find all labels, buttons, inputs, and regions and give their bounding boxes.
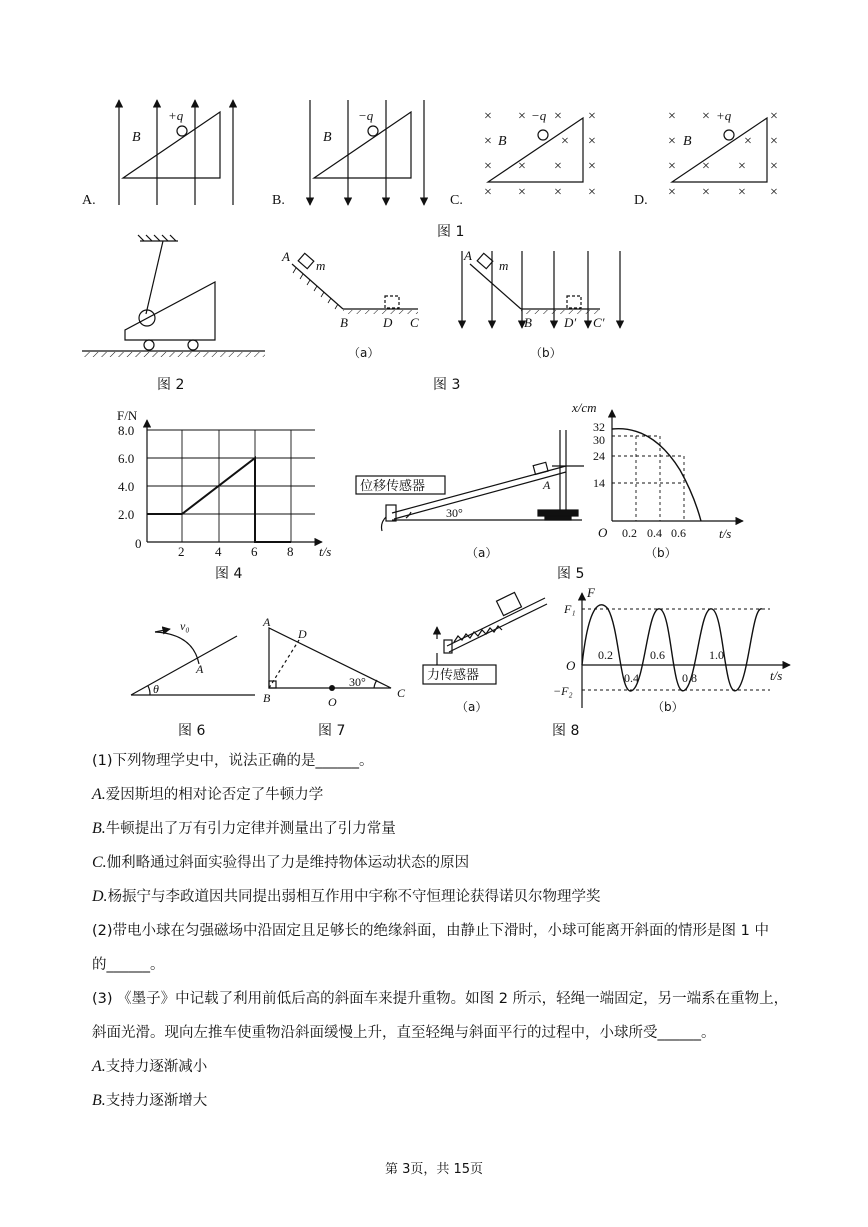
- svg-text:×: ×: [518, 159, 526, 174]
- fig3b-label-B: B: [524, 315, 532, 330]
- option-text: 杨振宁与李政道因共同提出弱相互作用中宇称不守恒理论获得诺贝尔物理学奖: [107, 889, 601, 905]
- question-1-option-d: [92, 887, 601, 907]
- fig8b-F1: F₁: [564, 602, 576, 616]
- fig8b-origin: O: [566, 658, 576, 673]
- fig6-theta: θ: [153, 682, 159, 696]
- svg-text:×: ×: [770, 109, 778, 124]
- svg-text:×: ×: [484, 185, 492, 200]
- fig5a-sublabel: （a）: [466, 546, 498, 560]
- fig3b-label-m: m: [499, 258, 509, 273]
- question-2-line-2: 的______。: [92, 957, 165, 973]
- svg-text:×: ×: [702, 159, 710, 174]
- fig8b-tick-06: 0.6: [650, 648, 665, 662]
- fig4-xtick-4: 4: [215, 544, 222, 559]
- fig1-letter-a: A.: [82, 193, 96, 208]
- fig3-caption: 图 3: [433, 377, 461, 393]
- svg-text:×: ×: [554, 159, 562, 174]
- fig1-letter-d: D.: [634, 193, 648, 208]
- svg-text:×: ×: [554, 185, 562, 200]
- question-3-line-2: 斜面光滑。现向左推车使重物沿斜面缓慢上升，直至轻绳与斜面平行的过程中，小球所受______。: [92, 1025, 716, 1041]
- option-text: 牛顿提出了万有引力定律并测量出了引力常量: [105, 821, 396, 837]
- svg-text:×: ×: [738, 159, 746, 174]
- fig3b-sublabel: （b）: [530, 346, 562, 360]
- fig3b-label-D: D′: [564, 315, 577, 330]
- question-3-option-b: [92, 1091, 207, 1111]
- fig5-caption: 图 5: [557, 566, 585, 582]
- fig4-axes: [147, 420, 322, 542]
- svg-text:×: ×: [484, 109, 492, 124]
- option-text: 支持力逐渐减小: [105, 1059, 208, 1075]
- fig3a-sublabel: （a）: [348, 346, 380, 360]
- fig3a-label-A: A: [282, 249, 290, 264]
- question-1-option-a: [92, 785, 323, 805]
- fig3b-label-C: C′: [593, 315, 605, 330]
- fig7-label-A: A: [263, 615, 271, 629]
- fig2-caption: 图 2: [157, 377, 185, 393]
- svg-text:×: ×: [588, 159, 596, 174]
- option-letter: A.: [92, 1058, 106, 1075]
- fig7-point-O: [329, 685, 335, 691]
- option-text: 爱因斯坦的相对论否定了牛顿力学: [105, 787, 324, 803]
- fig7-drawing: [269, 628, 391, 688]
- question-1-stem: (1)下列物理学史中，说法正确的是______。: [92, 753, 374, 769]
- question-3-option-a: [92, 1057, 207, 1077]
- fig3a-drawing: [292, 253, 418, 309]
- fig5b-dashed-guides: [612, 436, 684, 521]
- option-letter: A.: [92, 786, 106, 803]
- fig4-xtick-6: 6: [251, 544, 258, 559]
- fig1-charge-d: +q: [716, 108, 732, 123]
- svg-text:×: ×: [588, 185, 596, 200]
- fig5b-xtick-02: 0.2: [622, 526, 637, 540]
- fig3b-label-A: A: [464, 248, 472, 263]
- fig4-ytick-8: 8.0: [118, 423, 135, 438]
- svg-text:×: ×: [738, 185, 746, 200]
- svg-text:×: ×: [554, 109, 562, 124]
- fig5b-xtick-04: 0.4: [647, 526, 662, 540]
- page-footer: 第 3页，共 15页: [384, 1162, 484, 1177]
- svg-text:×: ×: [518, 109, 526, 124]
- fig1-field-a: B: [132, 130, 141, 145]
- fig4-ytick-6: 6.0: [118, 451, 135, 466]
- option-text: 支持力逐渐增大: [105, 1093, 208, 1109]
- svg-text:×: ×: [668, 134, 676, 149]
- fig7-caption: 图 7: [318, 723, 346, 739]
- fig6-label-A: A: [196, 662, 204, 676]
- fig6-drawing: [131, 629, 255, 695]
- fig3a-label-C: C: [410, 315, 419, 330]
- svg-text:×: ×: [770, 134, 778, 149]
- fig4-grid: [147, 430, 315, 542]
- fig5b-xtick-06: 0.6: [671, 526, 686, 540]
- fig7-label-C: C: [397, 686, 406, 700]
- fig8b-tick-04: 0.4: [624, 671, 639, 685]
- fig4-xtick-2: 2: [178, 544, 185, 559]
- fig3a-floor-hatch: [343, 310, 418, 314]
- fig8b-sublabel: （b）: [652, 700, 684, 714]
- fig4-caption: 图 4: [215, 566, 243, 582]
- fig8a-sublabel: （a）: [456, 700, 488, 714]
- fig4-ylabel: F/N: [117, 408, 138, 423]
- fig1-field-d: B: [683, 134, 692, 149]
- fig7-angle: 30°: [349, 675, 366, 689]
- svg-text:×: ×: [770, 159, 778, 174]
- fig1-caption: 图 1: [437, 224, 465, 240]
- fig3b-floor-hatch: [521, 310, 600, 314]
- fig5b-ytick-32: 32: [593, 420, 605, 434]
- svg-text:×: ×: [518, 185, 526, 200]
- fig8b-tick-08: 0.8: [682, 671, 697, 685]
- svg-text:×: ×: [668, 159, 676, 174]
- fig4-ytick-4: 4.0: [118, 479, 135, 494]
- fig8a-sensor-label: 力传感器: [427, 668, 480, 683]
- fig3a-label-B: B: [340, 315, 348, 330]
- question-2-line-1: (2)带电小球在匀强磁场中沿固定且足够长的绝缘斜面，由静止下滑时，小球可能离开斜面的情形是图 1 中: [92, 923, 769, 939]
- svg-text:×: ×: [770, 185, 778, 200]
- fig1-panel-c: [488, 118, 583, 182]
- fig1-field-c: B: [498, 134, 507, 149]
- fig5b-sublabel: （b）: [645, 546, 677, 560]
- fig8b-F: F: [587, 585, 595, 600]
- fig6-caption: 图 6: [178, 723, 206, 739]
- fig5b-origin: O: [598, 525, 608, 540]
- question-1-option-b: [92, 819, 396, 839]
- fig1-panel-d: [672, 118, 767, 182]
- svg-text:×: ×: [668, 185, 676, 200]
- fig3a-label-m: m: [316, 258, 326, 273]
- fig5b-ylabel: x/cm: [572, 400, 597, 415]
- svg-text:×: ×: [668, 109, 676, 124]
- fig3a-slope-hatch: [293, 268, 338, 309]
- fig8b-F2: −F₂: [553, 684, 573, 698]
- fig5b-xlabel: t/s: [719, 526, 732, 541]
- fig7-label-B: B: [263, 691, 271, 705]
- svg-text:×: ×: [588, 134, 596, 149]
- fig4-xtick-8: 8: [287, 544, 294, 559]
- fig7-label-O: O: [328, 695, 337, 709]
- fig2-ground-hatch: [82, 352, 265, 357]
- fig4-xlabel: t/s: [319, 544, 332, 559]
- fig1-letter-b: B.: [272, 193, 285, 208]
- fig1-field-b: B: [323, 130, 332, 145]
- svg-text:×: ×: [702, 185, 710, 200]
- fig5a-angle: 30°: [446, 506, 463, 520]
- question-3-line-1: (3) 《墨子》中记载了利用前低后高的斜面车来提升重物。如图 2 所示，轻绳一端固定，另一端系在重物上，: [92, 991, 789, 1007]
- fig2-drawing: [82, 235, 265, 351]
- fig5b-ytick-30: 30: [593, 433, 605, 447]
- svg-text:×: ×: [484, 134, 492, 149]
- svg-text:×: ×: [588, 109, 596, 124]
- fig5b-ytick-24: 24: [593, 449, 605, 463]
- fig4-ytick-0: 0: [135, 536, 142, 551]
- fig8b-tick-10: 1.0: [709, 648, 724, 662]
- question-1-option-c: [92, 853, 469, 873]
- fig5b-curve: [612, 429, 701, 521]
- fig5a-sensor-label: 位移传感器: [360, 479, 426, 494]
- fig7-label-D: D: [298, 627, 307, 641]
- option-letter: D.: [92, 888, 108, 905]
- option-letter: B.: [92, 1092, 106, 1109]
- option-letter: C.: [92, 854, 107, 871]
- option-text: 伽利略通过斜面实验得出了力是维持物体运动状态的原因: [106, 855, 470, 871]
- fig5a-label-A: A: [543, 478, 551, 492]
- svg-text:×: ×: [484, 159, 492, 174]
- fig8b-xlabel: t/s: [770, 668, 783, 683]
- svg-text:×: ×: [702, 109, 710, 124]
- fig5b-ytick-14: 14: [593, 476, 605, 490]
- option-letter: B.: [92, 820, 106, 837]
- fig1-letter-c: C.: [450, 193, 463, 208]
- fig1-charge-a: +q: [168, 108, 184, 123]
- fig6-v0: v₀: [180, 619, 190, 633]
- svg-text:×: ×: [561, 134, 569, 149]
- svg-text:×: ×: [744, 134, 752, 149]
- fig1-charge-b: −q: [358, 108, 374, 123]
- fig8b-tick-02: 0.2: [598, 648, 613, 662]
- fig8-caption: 图 8: [552, 723, 580, 739]
- fig4-ytick-2: 2.0: [118, 507, 135, 522]
- fig1-charge-c: −q: [531, 108, 547, 123]
- fig3a-label-D: D: [383, 315, 393, 330]
